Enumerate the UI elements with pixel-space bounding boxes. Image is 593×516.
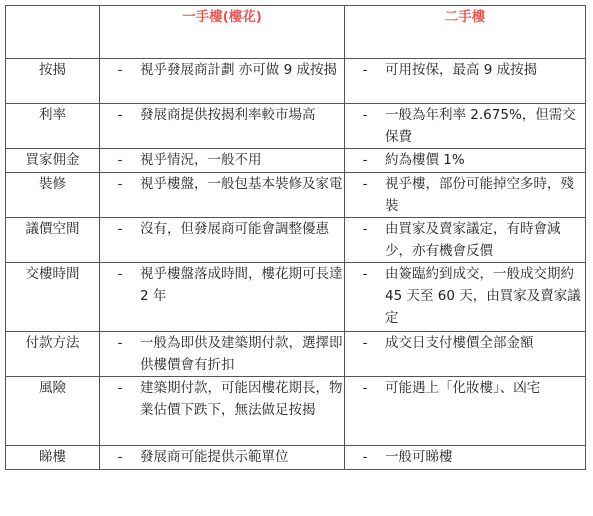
first-hand-cell [100,332,345,377]
first-hand-cell [100,218,345,263]
bullet-dash: - [117,107,123,123]
first-hand-text: 視乎樓盤落成時間，樓花期可長達 2 年 [140,266,343,304]
row-label: 議價空間 [6,218,100,263]
second-hand-text: 視乎樓，部份可能掉空多時，殘裝 [385,176,574,214]
table-row [6,173,586,218]
table-row [6,377,586,446]
table-row [6,104,586,149]
header-second-hand: 二手樓 [345,6,586,59]
table-row [6,59,586,104]
bullet-dash: - [117,335,123,351]
bullet-dash: - [362,335,368,351]
second-hand-text: 一般可睇樓 [385,449,453,465]
bullet-dash: - [117,221,123,237]
second-hand-text: 成交日支付樓價全部金額 [385,335,534,351]
header-blank-cell [6,6,100,59]
second-hand-text: 由買家及賣家議定，有時會減少，亦有機會反價 [385,221,561,259]
row-label: 利率 [6,104,100,149]
second-hand-cell [345,149,586,173]
bullet-dash: - [117,152,123,168]
first-hand-cell [100,149,345,173]
bullet-dash: - [362,62,368,78]
bullet-dash: - [362,221,368,237]
second-hand-text: 約為樓價 1% [385,152,465,168]
first-hand-text: 發展商提供按揭利率較市場高 [140,107,316,123]
second-hand-cell [345,377,586,446]
row-label: 付款方法 [6,332,100,377]
table-row [6,218,586,263]
table-row [6,446,586,470]
table-row [6,332,586,377]
first-hand-text: 一般為即供及建築期付款，選擇即供樓價會有折扣 [140,335,343,373]
row-label: 交樓時間 [6,263,100,332]
first-hand-text: 發展商可能提供示範單位 [140,449,289,465]
second-hand-cell [345,173,586,218]
row-label: 買家佣金 [6,149,100,173]
row-label: 風險 [6,377,100,446]
first-hand-cell [100,104,345,149]
second-hand-cell [345,332,586,377]
bullet-dash: - [362,152,368,168]
bullet-dash: - [362,449,368,465]
second-hand-text: 一般為年利率 2.675%，但需交保費 [385,107,576,145]
table-row [6,263,586,332]
bullet-dash: - [117,449,123,465]
first-hand-cell [100,263,345,332]
second-hand-cell [345,59,586,104]
first-hand-text: 視乎發展商計劃 亦可做 9 成按揭 [140,62,337,78]
first-hand-text: 視乎情況，一般不用 [140,152,262,168]
header-first-hand: 一手樓(樓花) [100,6,345,59]
second-hand-text: 由簽臨約到成交，一般成交期約 45 天至 60 天，由買家及賣家議定 [385,266,581,326]
bullet-dash: - [362,176,368,192]
second-hand-cell [345,218,586,263]
bullet-dash: - [362,380,368,396]
first-hand-text: 建築期付款，可能因樓花期長，物業估價下跌下，無法做足按揭 [140,380,343,418]
second-hand-cell [345,104,586,149]
bullet-dash: - [117,62,123,78]
first-hand-text: 沒有，但發展商可能會調整優惠 [140,221,329,237]
first-hand-cell [100,377,345,446]
first-hand-text: 視乎樓盤，一般包基本裝修及家電 [140,176,343,192]
table-row [6,149,586,173]
row-label: 裝修 [6,173,100,218]
row-label: 睇樓 [6,446,100,470]
bullet-dash: - [117,266,123,282]
first-hand-cell [100,59,345,104]
comparison-table [5,5,586,470]
second-hand-cell [345,263,586,332]
second-hand-text: 可能遇上「化妝樓」、凶宅 [385,380,541,396]
first-hand-cell [100,446,345,470]
first-hand-cell [100,173,345,218]
bullet-dash: - [362,107,368,123]
bullet-dash: - [117,176,123,192]
row-label: 按揭 [6,59,100,104]
second-hand-text: 可用按保，最高 9 成按揭 [385,62,538,78]
bullet-dash: - [117,380,123,396]
header-row [6,6,586,59]
second-hand-cell [345,446,586,470]
bullet-dash: - [362,266,368,282]
